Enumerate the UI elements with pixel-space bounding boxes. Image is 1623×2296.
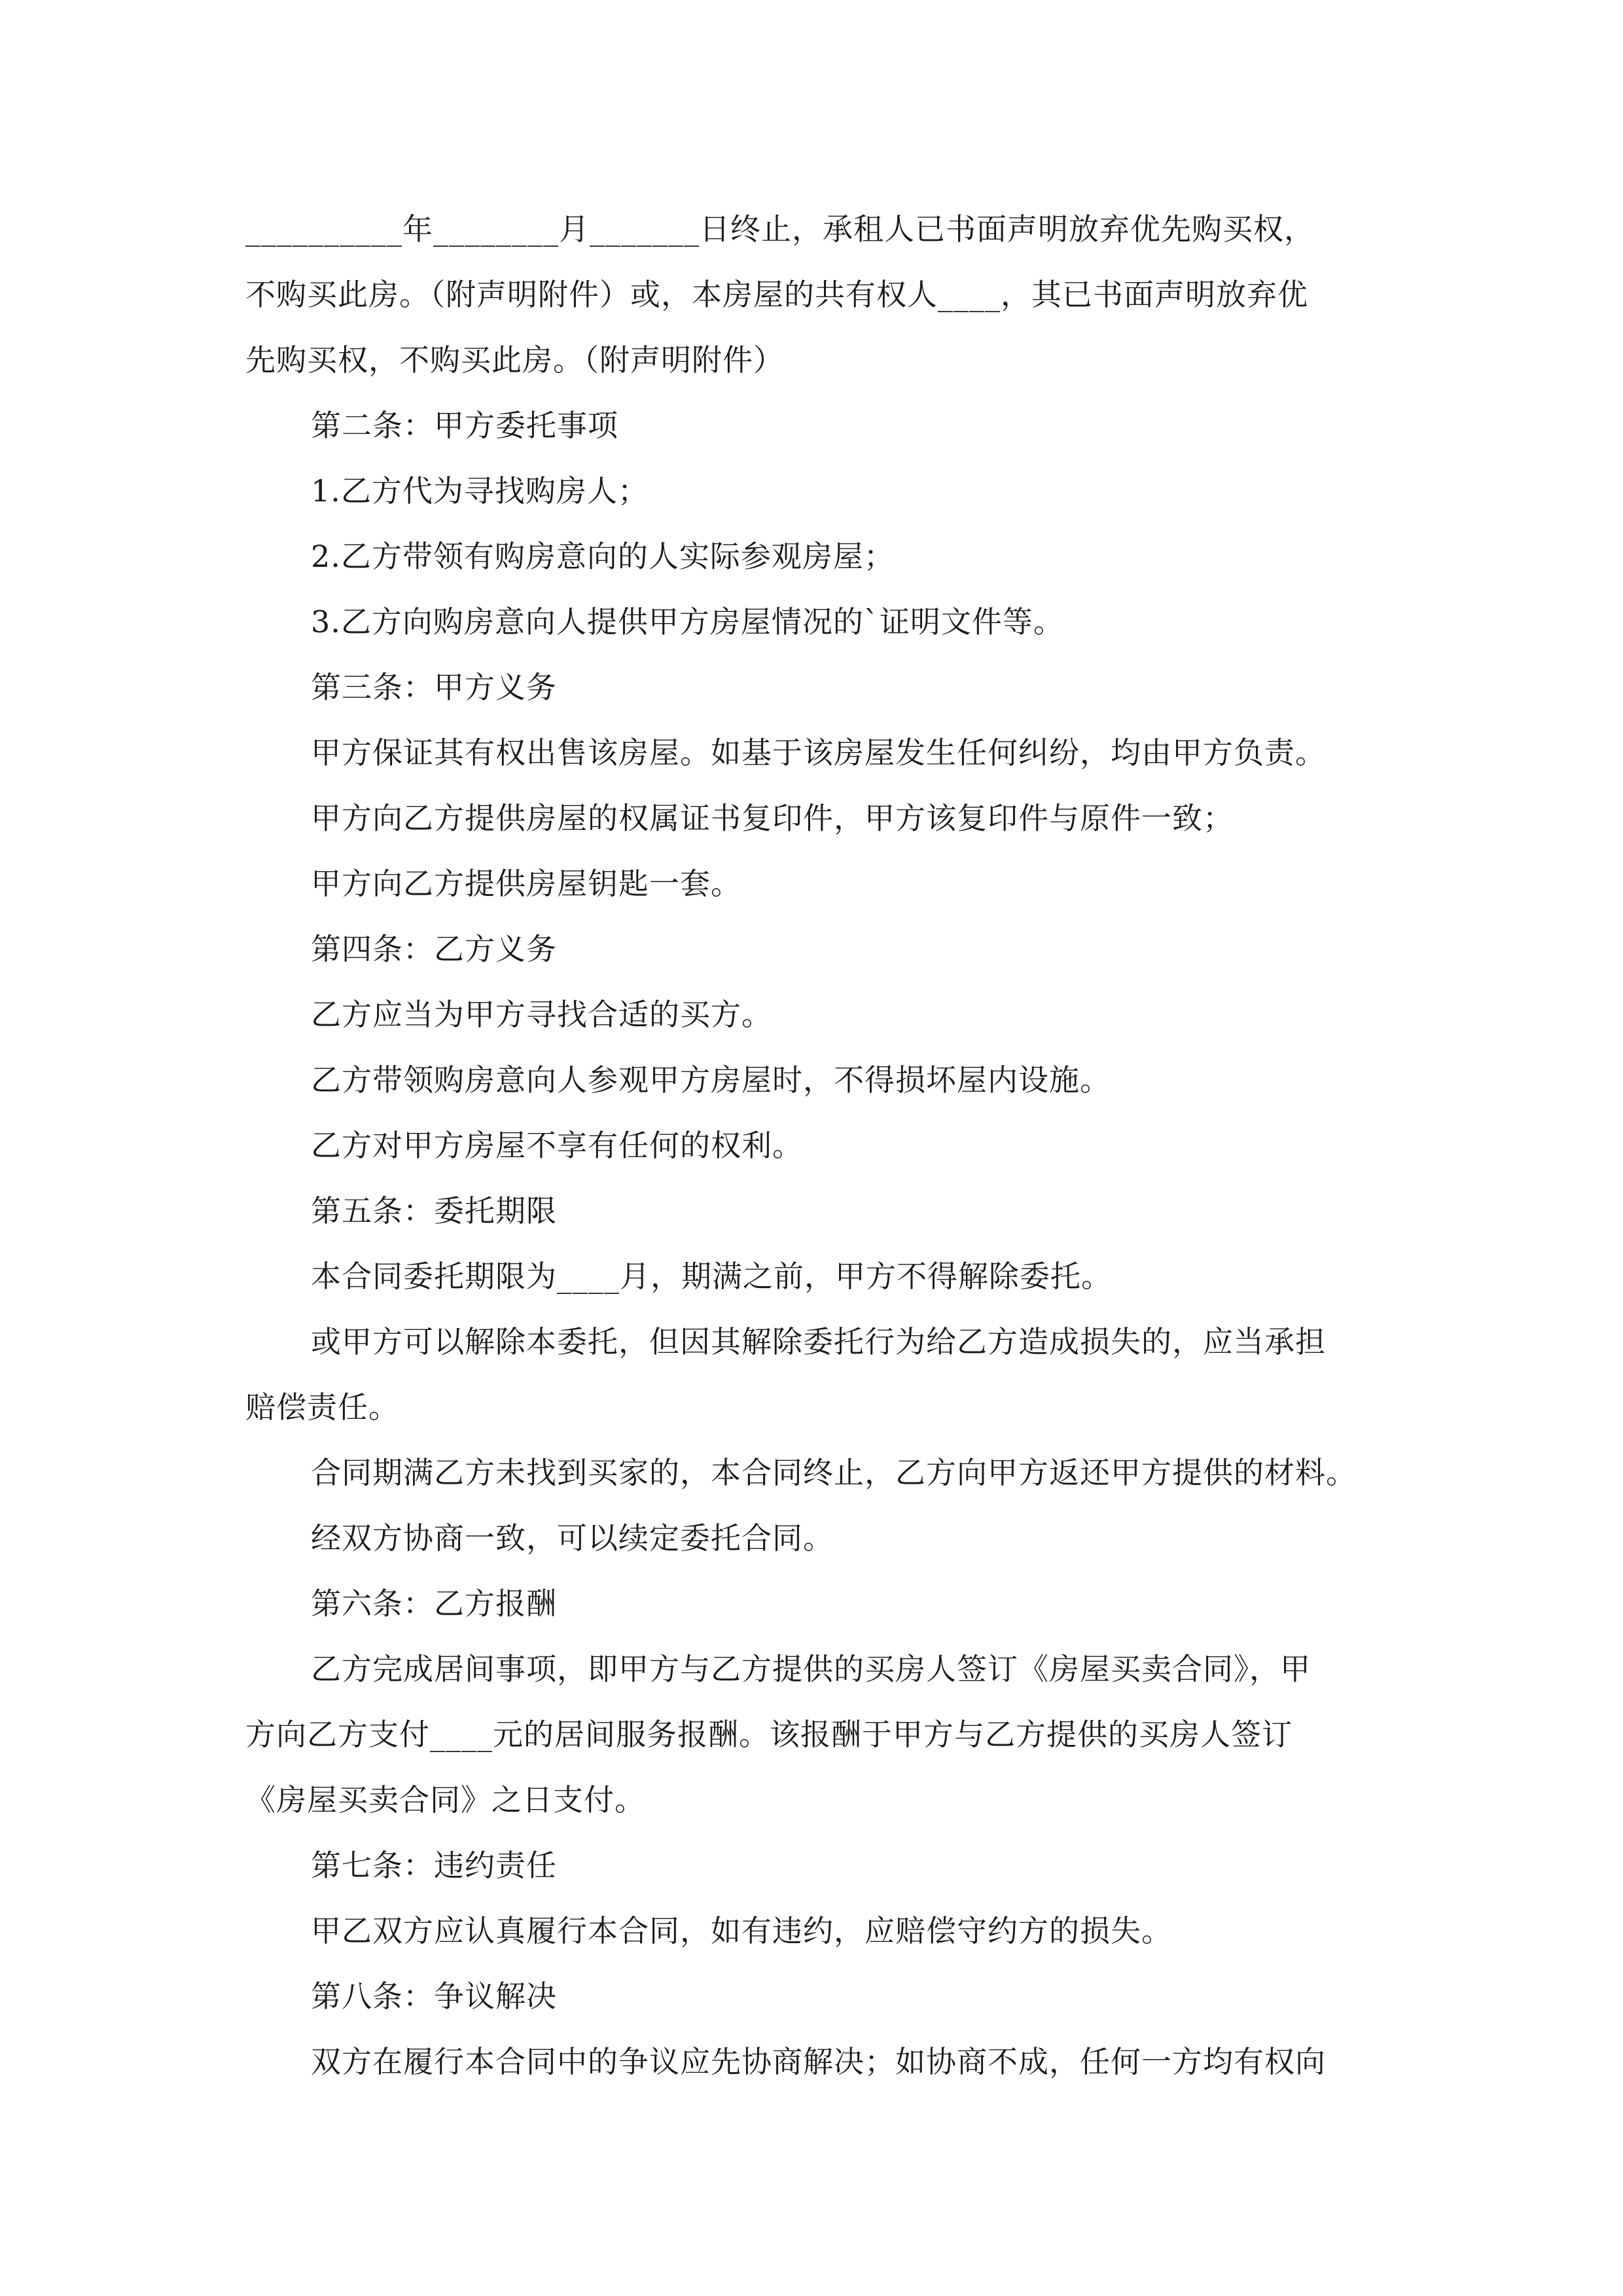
- text-line-19: 赔偿责任。: [245, 1390, 399, 1425]
- text-line-20: 合同期满乙方未找到买家的，本合同终止，乙方向甲方返还甲方提供的材料。: [311, 1455, 1357, 1490]
- article-heading-8: 第八条：争议解决: [311, 1979, 557, 2014]
- article-heading-4: 第四条：乙方义务: [311, 931, 557, 967]
- text-line-9: 甲方保证其有权出售该房屋。如基于该房屋发生任何纠纷，均由甲方负责。: [311, 735, 1326, 770]
- text-line-27: 甲乙双方应认真履行本合同，如有违约，应赔偿守约方的损失。: [311, 1913, 1172, 1948]
- text-line-24: 方向乙方支付____元的居间服务报酬。该报酬于甲方与乙方提供的买房人签订: [245, 1717, 1293, 1752]
- article-heading-3: 第三条：甲方义务: [311, 670, 557, 705]
- text-line-25: 《房屋买卖合同》之日支付。: [245, 1782, 645, 1818]
- text-line-17: 本合同委托期限为____月，期满之前，甲方不得解除委托。: [311, 1259, 1112, 1294]
- text-line-5: 1.乙方代为寻找购房人；: [311, 473, 649, 509]
- text-line-21: 经双方协商一致，可以续定委托合同。: [311, 1520, 834, 1556]
- text-line-29: 双方在履行本合同中的争议应先协商解决；如协商不成，任何一方均有权向: [311, 2044, 1326, 2079]
- article-heading-6: 第六条：乙方报酬: [311, 1586, 557, 1621]
- text-line-18: 或甲方可以解除本委托，但因其解除委托行为给乙方造成损失的，应当承担: [311, 1324, 1326, 1359]
- text-line-2: 不购买此房。（附声明附件）或，本房屋的共有权人____，其已书面声明放弃优: [245, 277, 1308, 312]
- article-heading-7: 第七条：违约责任: [311, 1848, 557, 1883]
- text-line-1: __________年________月_______日终止，承租人已书面声明放弃优先购买权，: [245, 211, 1315, 247]
- text-line-7: 3.乙方向购房意向人提供甲方房屋情况的`证明文件等。: [311, 604, 1064, 639]
- text-line-13: 乙方应当为甲方寻找合适的买方。: [311, 997, 772, 1032]
- article-heading-5: 第五条：委托期限: [311, 1193, 557, 1229]
- document-page: [245, 196, 1384, 2094]
- text-line-11: 甲方向乙方提供房屋钥匙一套。: [311, 866, 741, 901]
- text-line-15: 乙方对甲方房屋不享有任何的权利。: [311, 1128, 803, 1163]
- article-heading-2: 第二条：甲方委托事项: [311, 408, 618, 443]
- text-line-23: 乙方完成居间事项，即甲方与乙方提供的买房人签订《房屋买卖合同》，甲: [311, 1651, 1311, 1687]
- text-line-14: 乙方带领购房意向人参观甲方房屋时，不得损坏屋内设施。: [311, 1062, 1111, 1098]
- text-line-10: 甲方向乙方提供房屋的权属证书复印件，甲方该复印件与原件一致；: [311, 800, 1234, 836]
- text-line-6: 2.乙方带领有购房意向的人实际参观房屋；: [311, 539, 895, 574]
- text-line-3: 先购买权，不购买此房。（附声明附件）: [245, 342, 784, 378]
